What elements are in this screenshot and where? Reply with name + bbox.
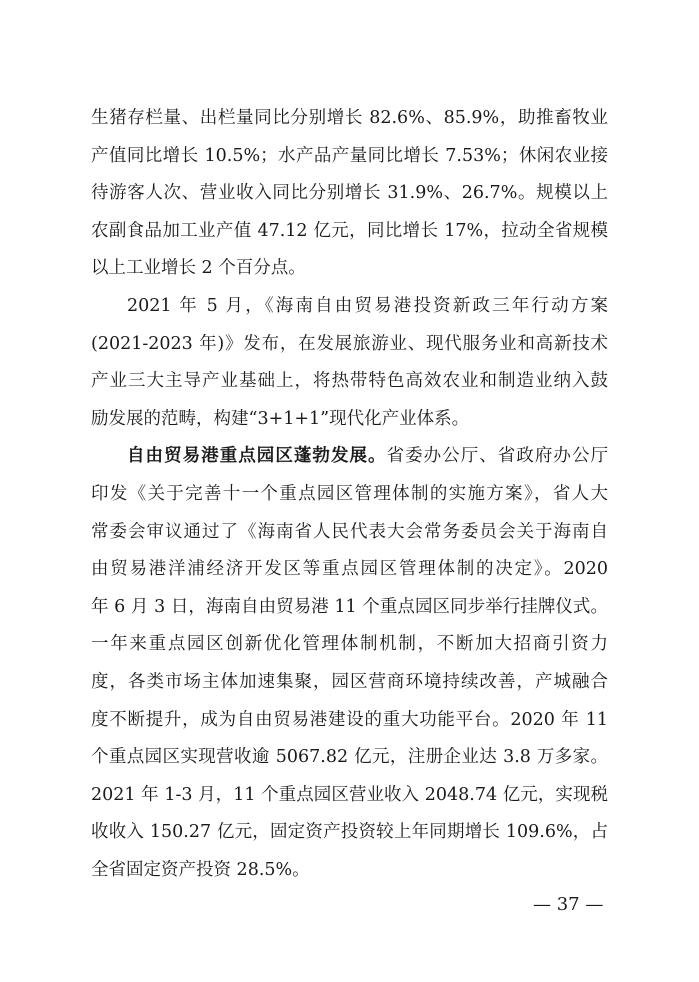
text-line: 待游客人次、营业收入同比分别增长 31.9%、26.7%。规模以上 [91,183,608,204]
text-line: 农副食品加工业产值 47.12 亿元，同比增长 17%，拉动全省规模 [91,220,608,241]
paragraph-agriculture-continued [91,100,608,288]
text-line: 生猪存栏量、出栏量同比分别增长 82.6%、85.9%，助推畜牧业 [91,108,608,128]
text-line: 产值同比增长 10.5%；水产品产量同比增长 7.53%；休闲农业接 [91,145,608,166]
section-heading: 自由贸易港重点园区蓬勃发展。 [127,446,387,467]
text-line: 励发展的范畴，构建“3+1+1”现代化产业体系。 [91,408,470,429]
page-number: — 37 — [533,894,604,915]
text-line: 以上工业增长 2 个百分点。 [91,258,306,279]
document-body [91,100,608,889]
text-line: 2021 年 1-3 月，11 个重点园区营业收入 2048.74 亿元，实现税 [91,784,608,805]
text-line: 常委会审议通过了《海南省人民代表大会常务委员会关于海南自 [91,521,608,542]
text-line: 产业三大主导产业基础上，将热带特色高效农业和制造业纳入鼓 [91,371,608,392]
text-line: 年 6 月 3 日，海南自由贸易港 11 个重点园区同步举行挂牌仪式。 [91,596,608,617]
heading-line-rest: 省委办公厅、省政府办公厅 [386,446,609,467]
text-line: (2021-2023 年)》发布，在发展旅游业、现代服务业和高新技术 [91,333,608,354]
text-line: 度，各类市场主体加速集聚，园区营商环境持续改善，产城融合 [91,671,608,692]
text-line [91,438,608,476]
paragraph-key-parks [91,438,608,889]
paragraph-investment-plan [91,288,608,438]
text-line: 度不断提升，成为自由贸易港建设的重大功能平台。2020 年 11 [91,709,608,730]
text-line: 印发《关于完善十一个重点园区管理体制的实施方案》，省人大 [91,483,608,504]
text-line: 2021 年 5 月，《海南自由贸易港投资新政三年行动方案 [127,295,608,316]
text-line: 全省固定资产投资 28.5%。 [91,859,310,880]
text-line: 由贸易港洋浦经济开发区等重点园区管理体制的决定》。2020 [91,559,608,580]
text-line: 收收入 150.27 亿元，固定资产投资较上年同期增长 109.6%，占 [91,822,608,843]
text-line: 一年来重点园区创新优化管理体制机制，不断加大招商引资力 [91,634,608,655]
text-line: 个重点园区实现营收逾 5067.82 亿元，注册企业达 3.8 万多家。 [91,747,608,768]
